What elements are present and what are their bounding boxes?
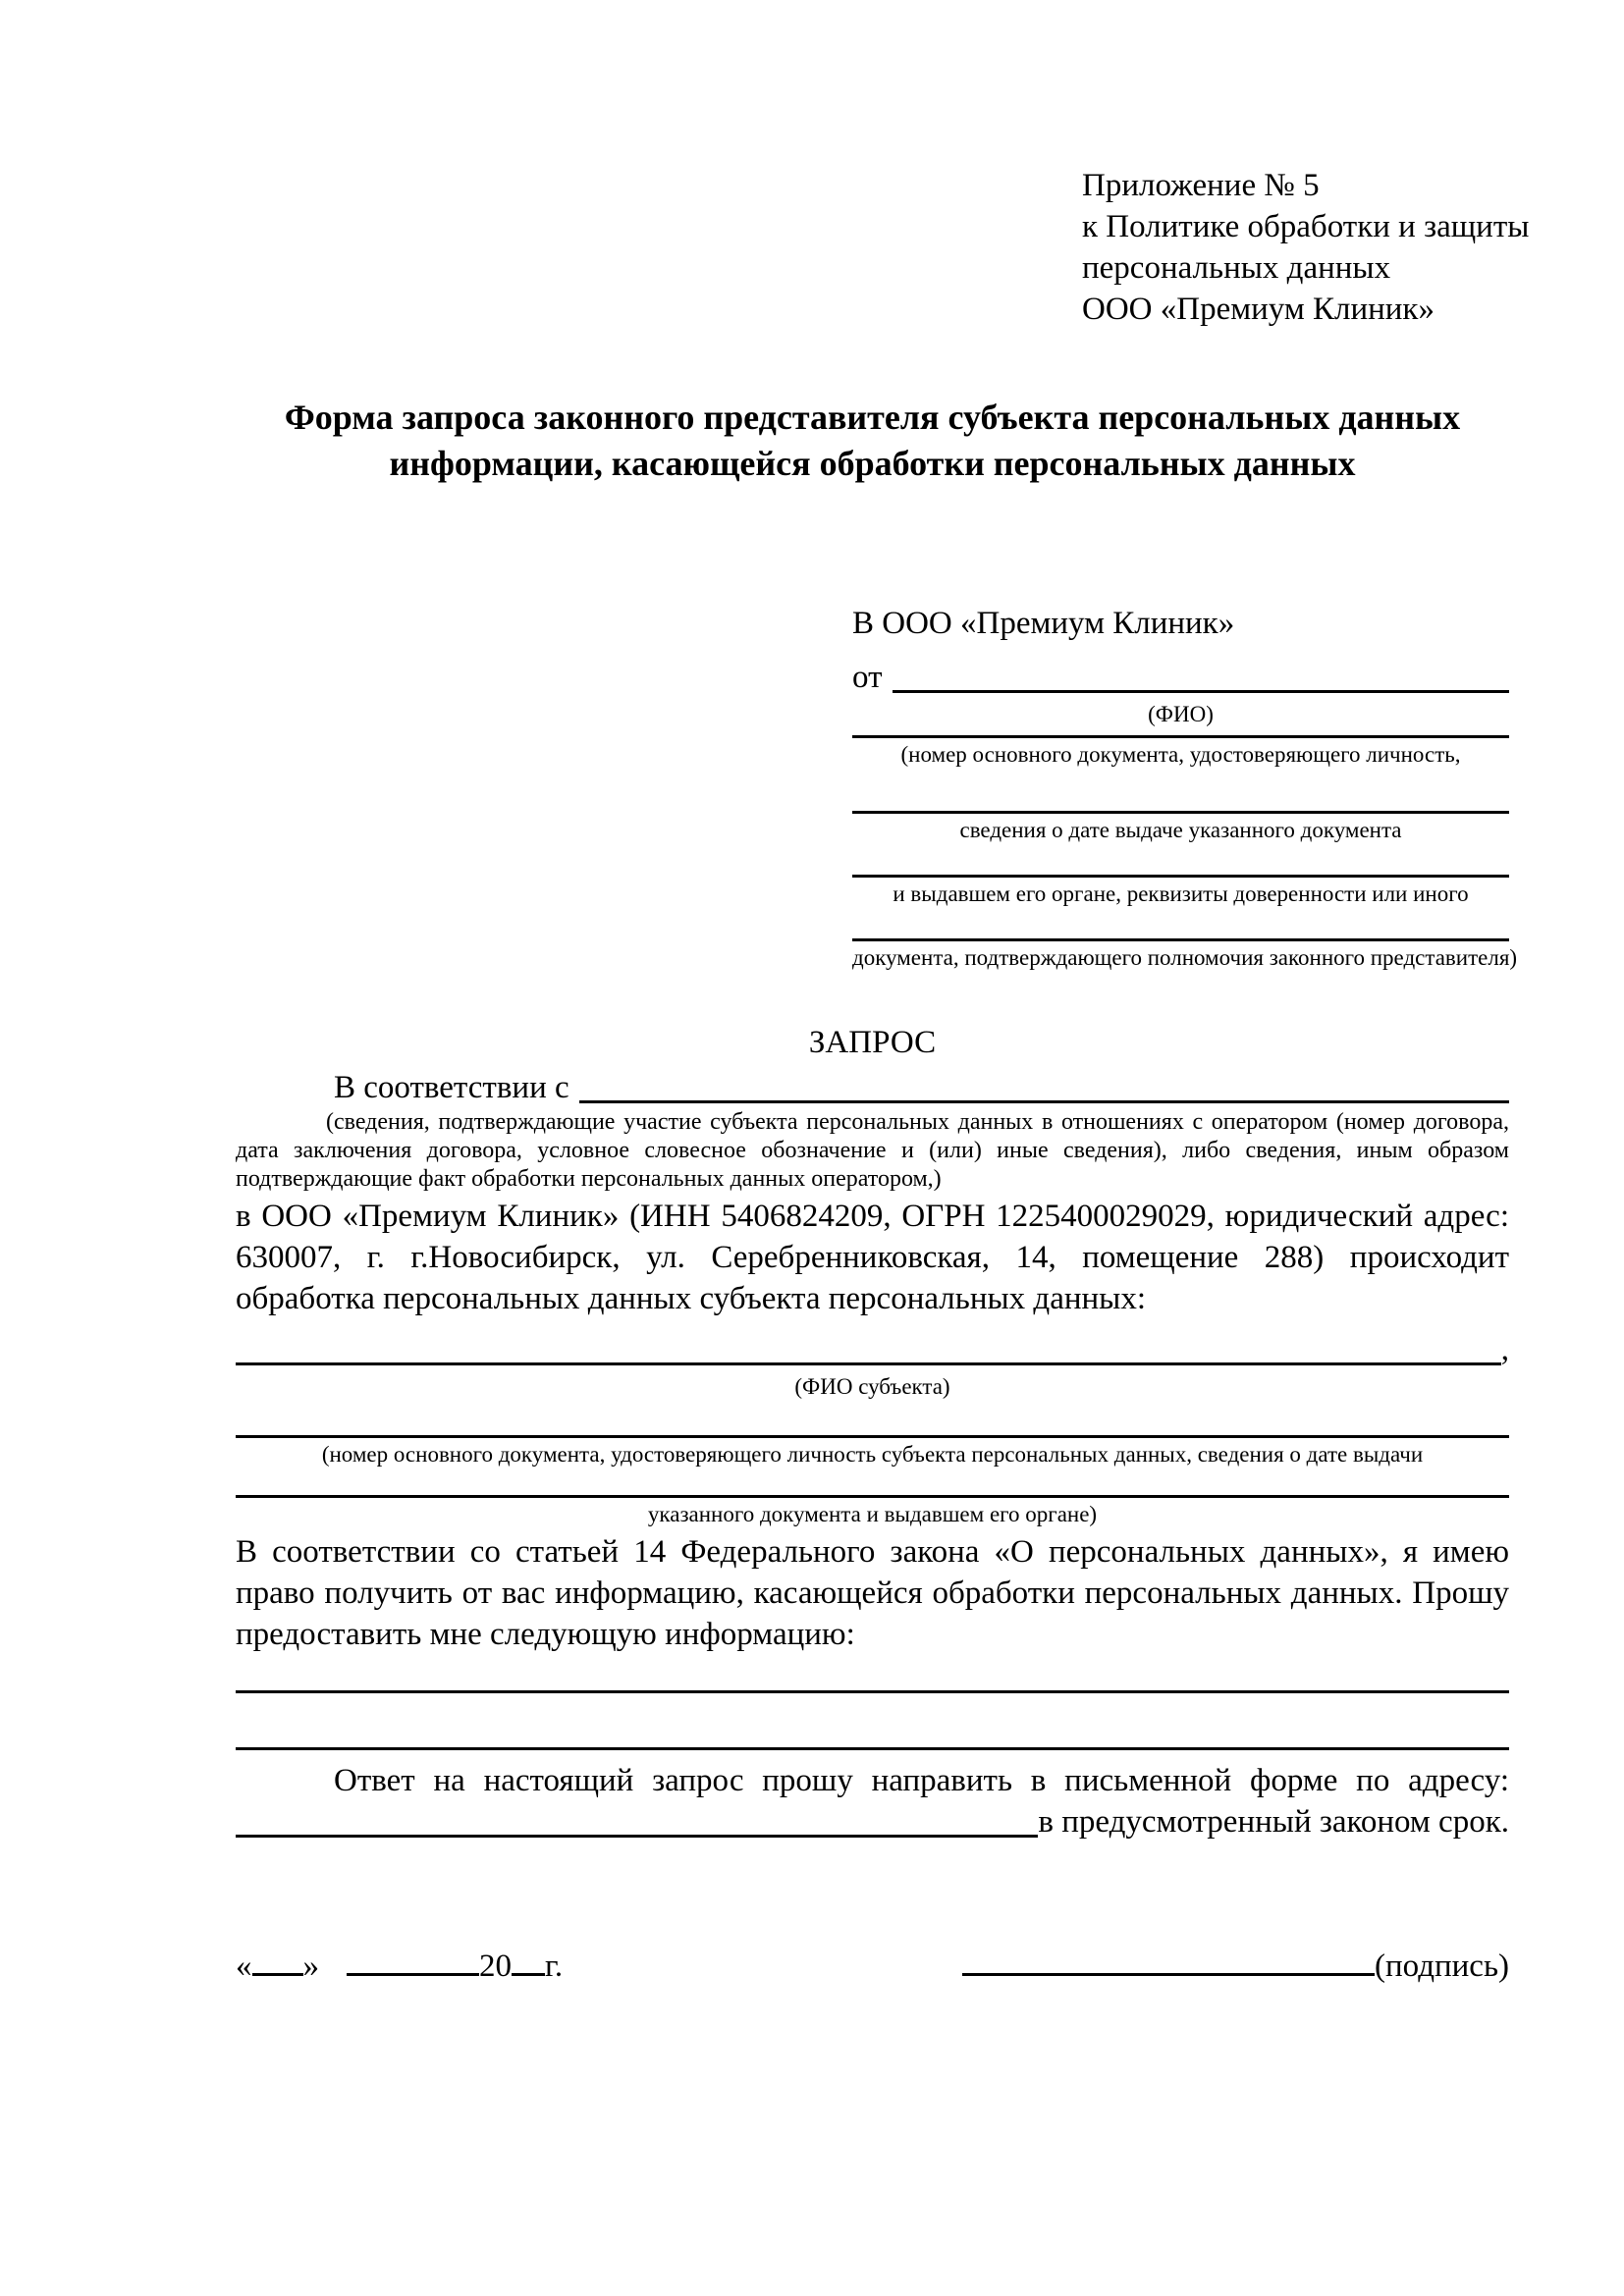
year-blank-line: [512, 1941, 545, 1976]
appendix-line-4: ООО «Премиум Клиник»: [1082, 292, 1435, 327]
reply-paragraph: Ответ на настоящий запрос прошу направить в письменной форме по адресу:: [334, 1763, 1509, 1798]
representative-doc-blank-line-3: [852, 875, 1509, 878]
subject-fio-row: [236, 1329, 1509, 1370]
appendix-line-3: персональных данных: [1082, 250, 1391, 286]
from-label: от: [852, 660, 883, 695]
day-blank-line: [252, 1941, 303, 1976]
appendix-note: [1082, 165, 1530, 330]
info-blank-line-1: [236, 1690, 1509, 1693]
operator-paragraph: в ООО «Премиум Клиник» (ИНН 5406824209, ОГРН 1225400029029, юридический адрес: 630007, г. г.Новосибирск, ул. Серебренниковская, 14, помещение 288) происходит обработка персональных данных субъекта персональных данных:: [236, 1199, 1509, 1316]
document-content: [236, 0, 1530, 1987]
addressee-block: [852, 603, 1518, 973]
subject-doc-blank-line-2: [236, 1495, 1509, 1498]
close-quote: »: [302, 1949, 319, 1984]
accordance-label: В соответствии с: [334, 1070, 569, 1105]
representative-doc-caption-1: (номер основного документа, удостоверяющего личность,: [900, 742, 1461, 767]
document-title: Форма запроса законного представителя субъекта персональных данных информации, касающейся обработки персональных данных: [284, 398, 1461, 483]
fio-caption: (ФИО): [1148, 702, 1214, 726]
accordance-caption: (сведения, подтверждающие участие субъекта персональных данных в отношениях с оператором (номер договора, дата заключения договора, условное словесное обозначение и (или) иные сведения), либо сведения, иным образом подтверждающие факт обработки персональных данных оператором,): [236, 1109, 1509, 1192]
year-prefix: 20: [479, 1949, 512, 1984]
signature-blank-line: [962, 1941, 1375, 1976]
info-blank-line-2: [236, 1747, 1509, 1750]
representative-doc-blank-line-4: [852, 938, 1509, 941]
signature-caption: (подпись): [1375, 1949, 1509, 1984]
subject-fio-blank-line: [236, 1329, 1501, 1365]
addressee-org: В ООО «Премиум Клиник»: [852, 606, 1235, 641]
accordance-row: [236, 1067, 1509, 1108]
accordance-blank-line: [579, 1067, 1509, 1103]
subject-doc-caption-1: (номер основного документа, удостоверяющего личность субъекта персональных данных, сведения о дате выдачи: [321, 1442, 1424, 1467]
from-blank-line: [893, 657, 1510, 693]
representative-doc-blank-line-2: [852, 811, 1509, 814]
subject-fio-caption: (ФИО субъекта): [794, 1374, 950, 1399]
representative-doc-blank-line-1: [852, 735, 1509, 738]
reply-tail: в предусмотренный законом срок.: [1038, 1804, 1509, 1840]
from-row: [852, 657, 1509, 698]
date-signature-row: [236, 1941, 1509, 1987]
subject-doc-blank-line-1: [236, 1435, 1509, 1438]
reply-address-blank-line: [236, 1801, 1038, 1838]
appendix-line-1: Приложение № 5: [1082, 168, 1320, 203]
date-field: [236, 1941, 563, 1987]
year-suffix: г.: [545, 1949, 564, 1984]
law-paragraph: В соответствии со статьей 14 Федерального закона «О персональных данных», я имею право получить от вас информацию, касающейся обработки персональных данных. Прошу предоставить мне следующую информацию:: [236, 1534, 1509, 1652]
representative-doc-caption-2: сведения о дате выдаче указанного документа: [959, 818, 1402, 842]
representative-doc-caption-3: и выдавшем его органе, реквизиты доверенности или иного: [893, 881, 1469, 906]
representative-doc-caption-4: документа, подтверждающего полномочия законного представителя): [852, 945, 1518, 970]
trailing-comma: ,: [1500, 1332, 1509, 1367]
appendix-line-2: к Политике обработки и защиты: [1082, 209, 1530, 244]
subject-doc-caption-2: указанного документа и выдавшем его органе): [647, 1502, 1098, 1526]
open-quote: «: [236, 1949, 252, 1984]
month-blank-line: [347, 1941, 479, 1976]
signature-field: [962, 1941, 1509, 1987]
reply-address-row: [236, 1801, 1509, 1842]
request-heading: ЗАПРОС: [808, 1025, 937, 1060]
